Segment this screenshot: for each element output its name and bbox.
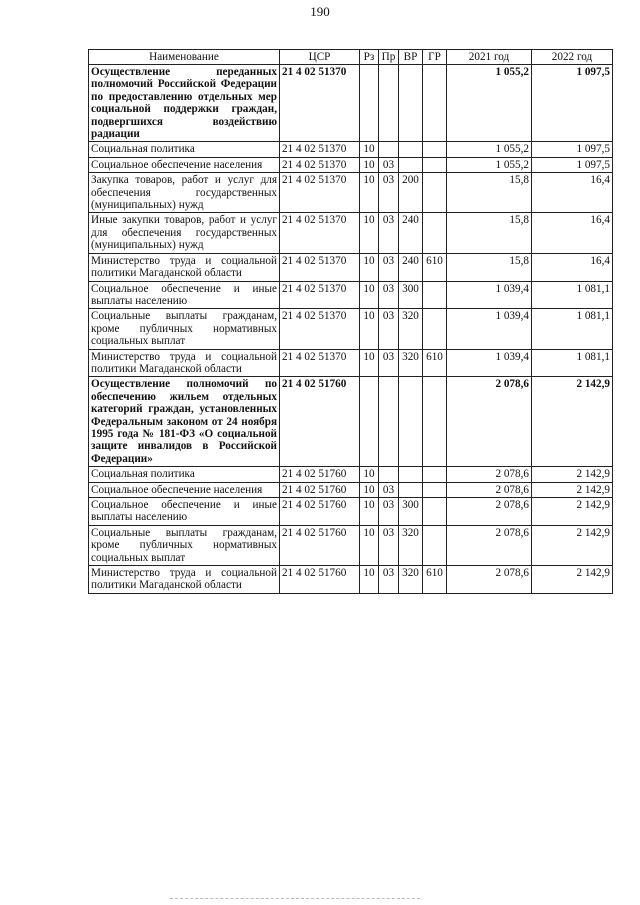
table-row: [89, 566, 613, 594]
row-2021-cell: 1 055,2: [447, 65, 532, 142]
row-2021-cell: 1 055,2: [447, 157, 532, 172]
row-vr-cell: [399, 157, 423, 172]
row-gr-cell: 610: [423, 253, 447, 281]
row-rz-cell: 10: [360, 309, 379, 349]
row-gr-cell: [423, 142, 447, 157]
row-csr-cell: 21 4 02 51760: [280, 467, 360, 482]
row-name-cell: Социальные выплаты гражданам, кроме публичных нормативных социальных выплат: [89, 525, 280, 565]
row-csr-cell: 21 4 02 51370: [280, 213, 360, 253]
row-gr-cell: [423, 65, 447, 142]
row-2021-cell: 2 078,6: [447, 566, 532, 594]
row-2022-cell: 2 142,9: [532, 566, 613, 594]
header-name: Наименование: [89, 50, 280, 65]
row-name-cell: Министерство труда и социальной политики Магаданской области: [89, 253, 280, 281]
row-2022-cell: 1 097,5: [532, 142, 613, 157]
table-row: [89, 173, 613, 213]
table-row: [89, 309, 613, 349]
row-vr-cell: 320: [399, 566, 423, 594]
header-rz: Рз: [360, 50, 379, 65]
row-rz-cell: 10: [360, 253, 379, 281]
row-2021-cell: 1 055,2: [447, 142, 532, 157]
row-csr-cell: 21 4 02 51370: [280, 349, 360, 377]
row-pr-cell: 03: [379, 253, 399, 281]
row-gr-cell: [423, 525, 447, 565]
row-csr-cell: 21 4 02 51370: [280, 65, 360, 142]
row-2021-cell: 2 078,6: [447, 498, 532, 526]
row-pr-cell: [379, 377, 399, 467]
row-pr-cell: 03: [379, 157, 399, 172]
row-name-cell: Социальное обеспечение населения: [89, 157, 280, 172]
row-csr-cell: 21 4 02 51370: [280, 173, 360, 213]
table-row: [89, 213, 613, 253]
row-2021-cell: 15,8: [447, 213, 532, 253]
row-2022-cell: 2 142,9: [532, 377, 613, 467]
row-rz-cell: 10: [360, 281, 379, 309]
row-gr-cell: [423, 309, 447, 349]
row-pr-cell: 03: [379, 349, 399, 377]
row-pr-cell: 03: [379, 281, 399, 309]
row-2022-cell: 1 081,1: [532, 349, 613, 377]
table-row: [89, 349, 613, 377]
row-csr-cell: 21 4 02 51370: [280, 157, 360, 172]
row-vr-cell: [399, 142, 423, 157]
row-2022-cell: 16,4: [532, 253, 613, 281]
table-row: [89, 142, 613, 157]
row-pr-cell: 03: [379, 525, 399, 565]
row-rz-cell: 10: [360, 525, 379, 565]
row-gr-cell: [423, 157, 447, 172]
row-2022-cell: 2 142,9: [532, 525, 613, 565]
row-2021-cell: 1 039,4: [447, 309, 532, 349]
header-vr: ВР: [399, 50, 423, 65]
row-vr-cell: 320: [399, 309, 423, 349]
row-vr-cell: 240: [399, 253, 423, 281]
row-pr-cell: 03: [379, 482, 399, 497]
row-2022-cell: 1 097,5: [532, 65, 613, 142]
row-csr-cell: 21 4 02 51760: [280, 377, 360, 467]
row-2022-cell: 16,4: [532, 173, 613, 213]
row-pr-cell: [379, 142, 399, 157]
table-row: [89, 482, 613, 497]
row-2022-cell: 2 142,9: [532, 482, 613, 497]
row-name-cell: Социальное обеспечение населения: [89, 482, 280, 497]
row-rz-cell: 10: [360, 142, 379, 157]
row-csr-cell: 21 4 02 51760: [280, 498, 360, 526]
row-2021-cell: 1 039,4: [447, 281, 532, 309]
row-rz-cell: [360, 65, 379, 142]
table-row: [89, 525, 613, 565]
row-2021-cell: 15,8: [447, 173, 532, 213]
row-vr-cell: 300: [399, 281, 423, 309]
budget-table: [88, 49, 613, 594]
header-gr: ГР: [423, 50, 447, 65]
row-name-cell: Министерство труда и социальной политики Магаданской области: [89, 349, 280, 377]
row-name-cell: Социальные выплаты гражданам, кроме публичных нормативных социальных выплат: [89, 309, 280, 349]
row-vr-cell: 320: [399, 525, 423, 565]
row-rz-cell: 10: [360, 213, 379, 253]
row-vr-cell: 300: [399, 498, 423, 526]
row-pr-cell: 03: [379, 566, 399, 594]
row-pr-cell: 03: [379, 309, 399, 349]
table-body: [89, 65, 613, 594]
row-gr-cell: 610: [423, 566, 447, 594]
table-row: [89, 498, 613, 526]
row-2022-cell: 1 097,5: [532, 157, 613, 172]
row-name-cell: Социальное обеспечение и иные выплаты населению: [89, 281, 280, 309]
row-gr-cell: [423, 377, 447, 467]
row-vr-cell: [399, 65, 423, 142]
row-pr-cell: [379, 65, 399, 142]
row-name-cell: Осуществление полномочий по обеспечению жильем отдельных категорий граждан, установленных Федеральным законом от 24 ноября 1995 года № 181-ФЗ «О социальной защите инвалидов в Российской Федерации»: [89, 377, 280, 467]
row-vr-cell: 240: [399, 213, 423, 253]
row-rz-cell: 10: [360, 173, 379, 213]
row-2022-cell: 2 142,9: [532, 467, 613, 482]
row-csr-cell: 21 4 02 51760: [280, 566, 360, 594]
row-gr-cell: [423, 467, 447, 482]
row-csr-cell: 21 4 02 51370: [280, 142, 360, 157]
header-year-2021: 2021 год: [447, 50, 532, 65]
row-gr-cell: [423, 173, 447, 213]
row-pr-cell: 03: [379, 173, 399, 213]
table-row: [89, 65, 613, 142]
row-gr-cell: [423, 482, 447, 497]
row-rz-cell: 10: [360, 467, 379, 482]
row-gr-cell: [423, 498, 447, 526]
header-pr: Пр: [379, 50, 399, 65]
table-row: [89, 253, 613, 281]
row-vr-cell: [399, 467, 423, 482]
header-csr: ЦСР: [280, 50, 360, 65]
row-2021-cell: 2 078,6: [447, 482, 532, 497]
row-vr-cell: 320: [399, 349, 423, 377]
row-name-cell: Осуществление переданных полномочий Российской Федерации по предоставлению отдельных мер социальной поддержки граждан, подвергшихся воздействию радиации: [89, 65, 280, 142]
row-name-cell: Министерство труда и социальной политики Магаданской области: [89, 566, 280, 594]
row-name-cell: Закупка товаров, работ и услуг для обеспечения государственных (муниципальных) нужд: [89, 173, 280, 213]
row-2021-cell: 1 039,4: [447, 349, 532, 377]
page-number: 190: [310, 4, 330, 19]
row-2022-cell: 2 142,9: [532, 498, 613, 526]
row-csr-cell: 21 4 02 51370: [280, 281, 360, 309]
row-2022-cell: 1 081,1: [532, 281, 613, 309]
row-vr-cell: 200: [399, 173, 423, 213]
row-name-cell: Социальное обеспечение и иные выплаты населению: [89, 498, 280, 526]
row-gr-cell: [423, 281, 447, 309]
table-row: [89, 377, 613, 467]
row-gr-cell: 610: [423, 349, 447, 377]
row-gr-cell: [423, 213, 447, 253]
row-csr-cell: 21 4 02 51760: [280, 525, 360, 565]
footer-divider: [170, 898, 420, 899]
row-rz-cell: 10: [360, 566, 379, 594]
header-year-2022: 2022 год: [532, 50, 613, 65]
row-2022-cell: 1 081,1: [532, 309, 613, 349]
row-2021-cell: 15,8: [447, 253, 532, 281]
row-rz-cell: 10: [360, 482, 379, 497]
row-csr-cell: 21 4 02 51760: [280, 482, 360, 497]
row-pr-cell: [379, 467, 399, 482]
row-name-cell: Социальная политика: [89, 467, 280, 482]
row-vr-cell: [399, 482, 423, 497]
row-csr-cell: 21 4 02 51370: [280, 309, 360, 349]
row-rz-cell: 10: [360, 157, 379, 172]
row-name-cell: Иные закупки товаров, работ и услуг для обеспечения государственных (муниципальных) нужд: [89, 213, 280, 253]
table-row: [89, 467, 613, 482]
row-2021-cell: 2 078,6: [447, 377, 532, 467]
row-2022-cell: 16,4: [532, 213, 613, 253]
row-2021-cell: 2 078,6: [447, 467, 532, 482]
table-row: [89, 157, 613, 172]
table-header-row: [89, 50, 613, 65]
row-name-cell: Социальная политика: [89, 142, 280, 157]
row-rz-cell: [360, 377, 379, 467]
row-csr-cell: 21 4 02 51370: [280, 253, 360, 281]
row-2021-cell: 2 078,6: [447, 525, 532, 565]
row-vr-cell: [399, 377, 423, 467]
table-row: [89, 281, 613, 309]
row-rz-cell: 10: [360, 349, 379, 377]
row-pr-cell: 03: [379, 213, 399, 253]
row-pr-cell: 03: [379, 498, 399, 526]
row-rz-cell: 10: [360, 498, 379, 526]
